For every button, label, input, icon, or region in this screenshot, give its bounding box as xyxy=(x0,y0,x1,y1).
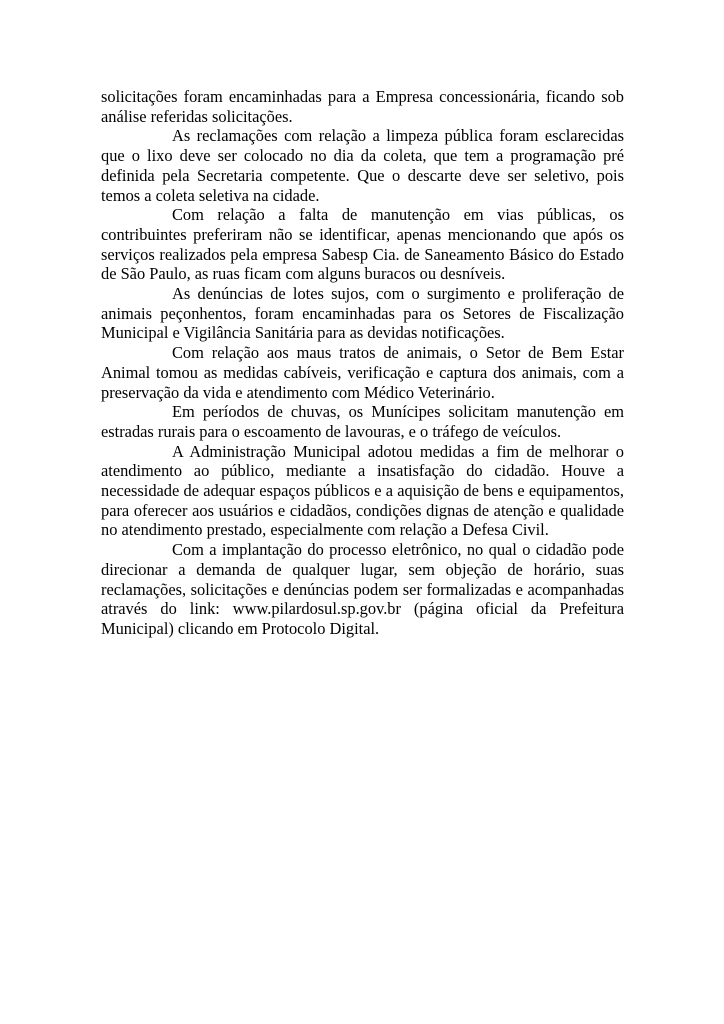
paragraph: Com relação a falta de manutenção em vias públicas, os contribuintes preferiram não se identificar, apenas mencionando que após os serviços realizados pela empresa Sabesp Cia. de Saneamento Básico do Estado de São Paulo, as ruas ficam com alguns buracos ou desníveis. xyxy=(101,205,624,284)
paragraph: solicitações foram encaminhadas para a Empresa concessionária, ficando sob análise referidas solicitações. xyxy=(101,87,624,126)
paragraph: As denúncias de lotes sujos, com o surgimento e proliferação de animais peçonhentos, foram encaminhadas para os Setores de Fiscalização Municipal e Vigilância Sanitária para as devidas notificações. xyxy=(101,284,624,343)
paragraph: A Administração Municipal adotou medidas a fim de melhorar o atendimento ao público, mediante a insatisfação do cidadão. Houve a necessidade de adequar espaços públicos e a aquisição de bens e equipamentos, para oferecer aos usuários e cidadãos, condições dignas de atenção e qualidade no atendimento prestado, especialmente com relação a Defesa Civil. xyxy=(101,441,624,540)
paragraph: Com a implantação do processo eletrônico, no qual o cidadão pode direcionar a demanda de qualquer lugar, sem objeção de horário, suas reclamações, solicitações e denúncias podem ser formalizadas e acompanhadas através do link: www.pilardosul.sp.gov.br (página oficial da Prefeitura Municipal) clicando em Protocolo Digital. xyxy=(101,540,624,638)
paragraph: Em períodos de chuvas, os Munícipes solicitam manutenção em estradas rurais para o escoamento de lavouras, e o tráfego de veículos. xyxy=(101,402,624,441)
paragraph: Com relação aos maus tratos de animais, o Setor de Bem Estar Animal tomou as medidas cabíveis, verificação e captura dos animais, com a preservação da vida e atendimento com Médico Veterinário. xyxy=(101,343,624,402)
paragraph: As reclamações com relação a limpeza pública foram esclarecidas que o lixo deve ser colocado no dia da coleta, que tem a programação pré definida pela Secretaria competente. Que o descarte deve ser seletivo, pois temos a coleta seletiva na cidade. xyxy=(101,126,624,205)
document-text-block xyxy=(101,87,624,639)
